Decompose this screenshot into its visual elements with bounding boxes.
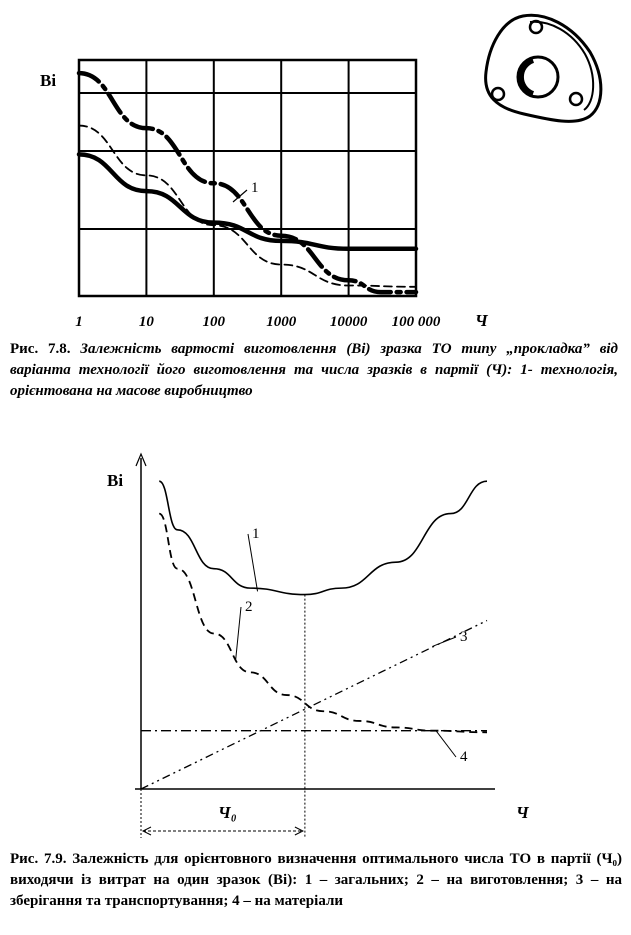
axes [135, 454, 495, 789]
label-leader-line [248, 534, 258, 591]
curve-label-2: 2 [245, 599, 253, 615]
label-leader-line [236, 607, 241, 659]
series-1-label: 1 [251, 180, 259, 196]
curve-label-1: 1 [252, 526, 260, 542]
series-line-1 [79, 73, 416, 292]
caption-label: Рис. 7.9. [10, 851, 67, 867]
series-group [79, 73, 416, 292]
x-tick-label: 1000 [266, 314, 297, 330]
plot-frame [79, 60, 416, 296]
chart-7-8 [40, 60, 489, 330]
x-tick-labels [75, 314, 441, 330]
x-tick-label: 100 [202, 314, 226, 330]
caption-text: Залежність вартості виготовлення (Ві) зразка ТО типу „прокладка” від варіанта технології його виготовлення та числа зразків в партії (Ч): 1- технологія, орієнтована на масове виробництво [10, 341, 619, 399]
x-tick-label: 10000 [329, 314, 368, 330]
x-axis-label: Ч [475, 311, 488, 330]
series-line-3 [79, 126, 416, 287]
x-tick-label: 1 [75, 314, 83, 330]
optimum-label: Ч₀ [218, 803, 237, 822]
series-line-2 [159, 514, 487, 733]
label-leader-line [432, 637, 456, 646]
curve-labels [236, 526, 468, 765]
x-tick-label: 100 000 [391, 314, 441, 330]
series-line-2 [79, 154, 416, 248]
caption-text: Залежність для орієнтовного визначення оптимального числа ТО в партії (Ч₀) виходячи із витрат на один зразок (Ві): 1 – загальних; 2 – на виготовлення; 3 – на зберігання та транспортування; 4 – на матеріали [10, 851, 622, 909]
curve-label-4: 4 [460, 749, 468, 765]
plot-border [79, 60, 416, 296]
series-group [141, 481, 487, 789]
caption-label: Рис. 7.8. [10, 341, 71, 357]
x-tick-label: 10 [138, 314, 154, 330]
gasket-sketch-icon [486, 15, 601, 121]
caption-fig-7-8 [10, 339, 618, 402]
caption-fig-7-9 [10, 849, 622, 912]
curve-label-3: 3 [460, 629, 468, 645]
x-axis-label: Ч [516, 803, 529, 822]
y-axis-label: Ві [107, 471, 124, 490]
grid [79, 60, 416, 296]
y-axis-label: Ві [40, 71, 57, 90]
label-leader-line [436, 731, 456, 757]
optimum-markers [141, 595, 305, 838]
series-line-1 [159, 481, 487, 594]
chart-7-9 [107, 454, 530, 838]
